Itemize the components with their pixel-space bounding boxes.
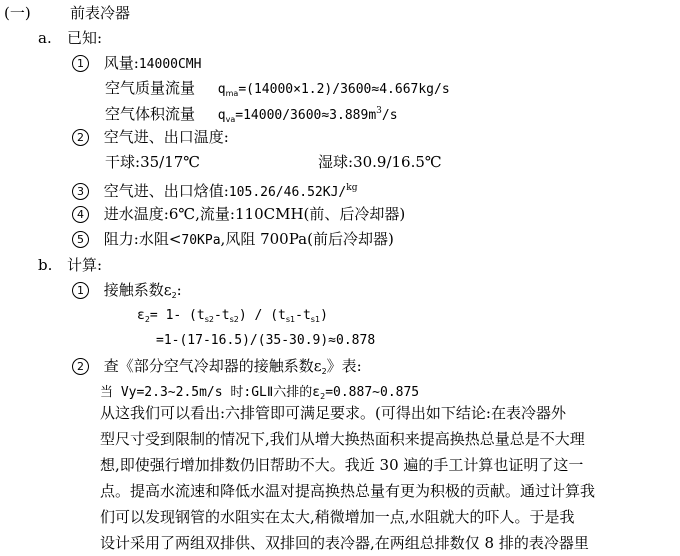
paragraph-line: 型尺寸受到限制的情况下,我们从增大换热面积来提高换热总量总是不大理 (100, 430, 585, 448)
paragraph-line: 点。提高水流速和降低水温对提高换热总量有更为积极的贡献。通过计算我 (100, 482, 596, 500)
water-inlet-label: 进水温度:6℃,流量: (103, 205, 235, 223)
conclusion-paragraph (100, 400, 660, 556)
eq-sub-3: s1 (285, 315, 296, 324)
eq-part-1: = 1- (t (149, 308, 205, 323)
paragraph-line: 设计采用了两组双排供、双排回的表冷器,在两组总排数仅 8 排的表冷器里 (100, 534, 589, 552)
wet-bulb-label: 湿球: (318, 153, 354, 171)
item-a3 (72, 177, 357, 204)
contact-coefficient-subscript: 2 (171, 291, 177, 300)
water-resistance-value: 70KPa (181, 233, 221, 248)
dry-bulb-value: 35/17℃ (140, 153, 201, 171)
item-a1 (72, 52, 201, 76)
paragraph-line: 从这我们可以看出:六排管即可满足要求。(可得出如下结论:在表冷器外 (100, 404, 566, 422)
air-resistance-value: 700Pa(前后冷却器) (260, 230, 394, 248)
mass-flow-label: 空气质量流量 (105, 79, 196, 97)
section-title: 前表冷器 (70, 4, 131, 22)
circled-number: 5 (72, 231, 89, 248)
velocity-subscript: 2 (320, 392, 326, 401)
eq-sub-1: s2 (204, 315, 214, 324)
contact-coefficient-label: 接触系数ε (103, 281, 172, 299)
circled-number: 2 (72, 358, 89, 375)
eq-part-4: -t (295, 308, 311, 323)
lookup-label: 查《部分空气冷却器的接触系数ε (103, 357, 322, 375)
mass-flow-subscript: ma (225, 89, 239, 98)
vol-flow-tail: /s (381, 108, 398, 123)
wet-bulb (318, 151, 442, 173)
paragraph-line: 想,即使强行增加排数仍旧帮助不大。我近 30 遍的手工计算也证明了这一 (100, 456, 584, 474)
vol-flow-expression: =14000/3600≈3.889m (235, 108, 377, 123)
water-resistance-label: 阻力:水阻< (103, 230, 182, 248)
subsection-b-title: 计算: (67, 256, 103, 274)
subsection-a-title: 已知: (67, 29, 103, 47)
vol-flow-subscript: va (225, 115, 236, 124)
item-a2 (72, 126, 229, 148)
subsection-b-label: b. (38, 256, 53, 274)
velocity-text: 当 Vy=2.3~2.5m/s 时:GLⅡ六排的ε (100, 385, 321, 400)
mass-flow-symbol: q (217, 82, 226, 97)
eq-epsilon: ε (137, 308, 145, 323)
temperature-label: 空气进、出口温度: (103, 128, 229, 146)
vol-flow-label: 空气体积流量 (105, 105, 196, 123)
item-b2 (72, 355, 362, 383)
mass-flow-expression: =(14000×1.2)/3600≈4.667kg/s (238, 82, 450, 97)
lookup-subscript: 2 (321, 367, 327, 376)
lookup-tail: 》表: (326, 357, 362, 375)
velocity-result: =0.887~0.875 (325, 385, 420, 400)
contact-coefficient-colon: : (176, 281, 182, 299)
eq-part-2: -t (213, 308, 230, 323)
air-resistance-label: ,风阻 (220, 230, 261, 248)
circled-number: 2 (72, 129, 89, 146)
eq-sub-2: s2 (229, 315, 239, 324)
wet-bulb-value: 30.9/16.5℃ (353, 153, 442, 171)
equation-line-1 (137, 305, 328, 331)
dry-bulb-label: 干球: (105, 153, 141, 171)
water-flow-value: 110CMH(前、后冷却器) (234, 205, 406, 223)
eq-epsilon-subscript: 2 (144, 315, 150, 324)
eq-sub-4: s1 (310, 315, 321, 324)
item-a4 (72, 203, 405, 225)
item-b1 (72, 279, 182, 307)
circled-number: 3 (72, 183, 89, 200)
eq-part-5: ) (320, 308, 328, 323)
enthalpy-value: 105.26/46.52KJ/ (228, 185, 347, 200)
circled-number: 4 (72, 206, 89, 223)
vol-flow-superscript: 3 (376, 106, 382, 116)
dry-bulb (105, 151, 200, 173)
airflow-label: 风量: (103, 54, 139, 72)
enthalpy-unit: kg (346, 183, 358, 193)
circled-number: 1 (72, 55, 89, 72)
subsection-a-label: a. (38, 29, 52, 47)
equation-line-2: =1-(17-16.5)/(35-30.9)≈0.878 (156, 333, 376, 348)
eq-part-3: ) / (t (238, 308, 286, 323)
item-a5 (72, 228, 394, 252)
enthalpy-label: 空气进、出口焓值: (103, 182, 229, 200)
airflow-value: 14000CMH (138, 57, 202, 72)
paragraph-line: 们可以发现钢管的水阻实在太大,稍微增加一点,水阻就大的吓人。于是我 (100, 508, 575, 526)
section-number: (一) (4, 4, 31, 22)
vol-flow-symbol: q (217, 108, 226, 123)
circled-number: 1 (72, 282, 89, 299)
